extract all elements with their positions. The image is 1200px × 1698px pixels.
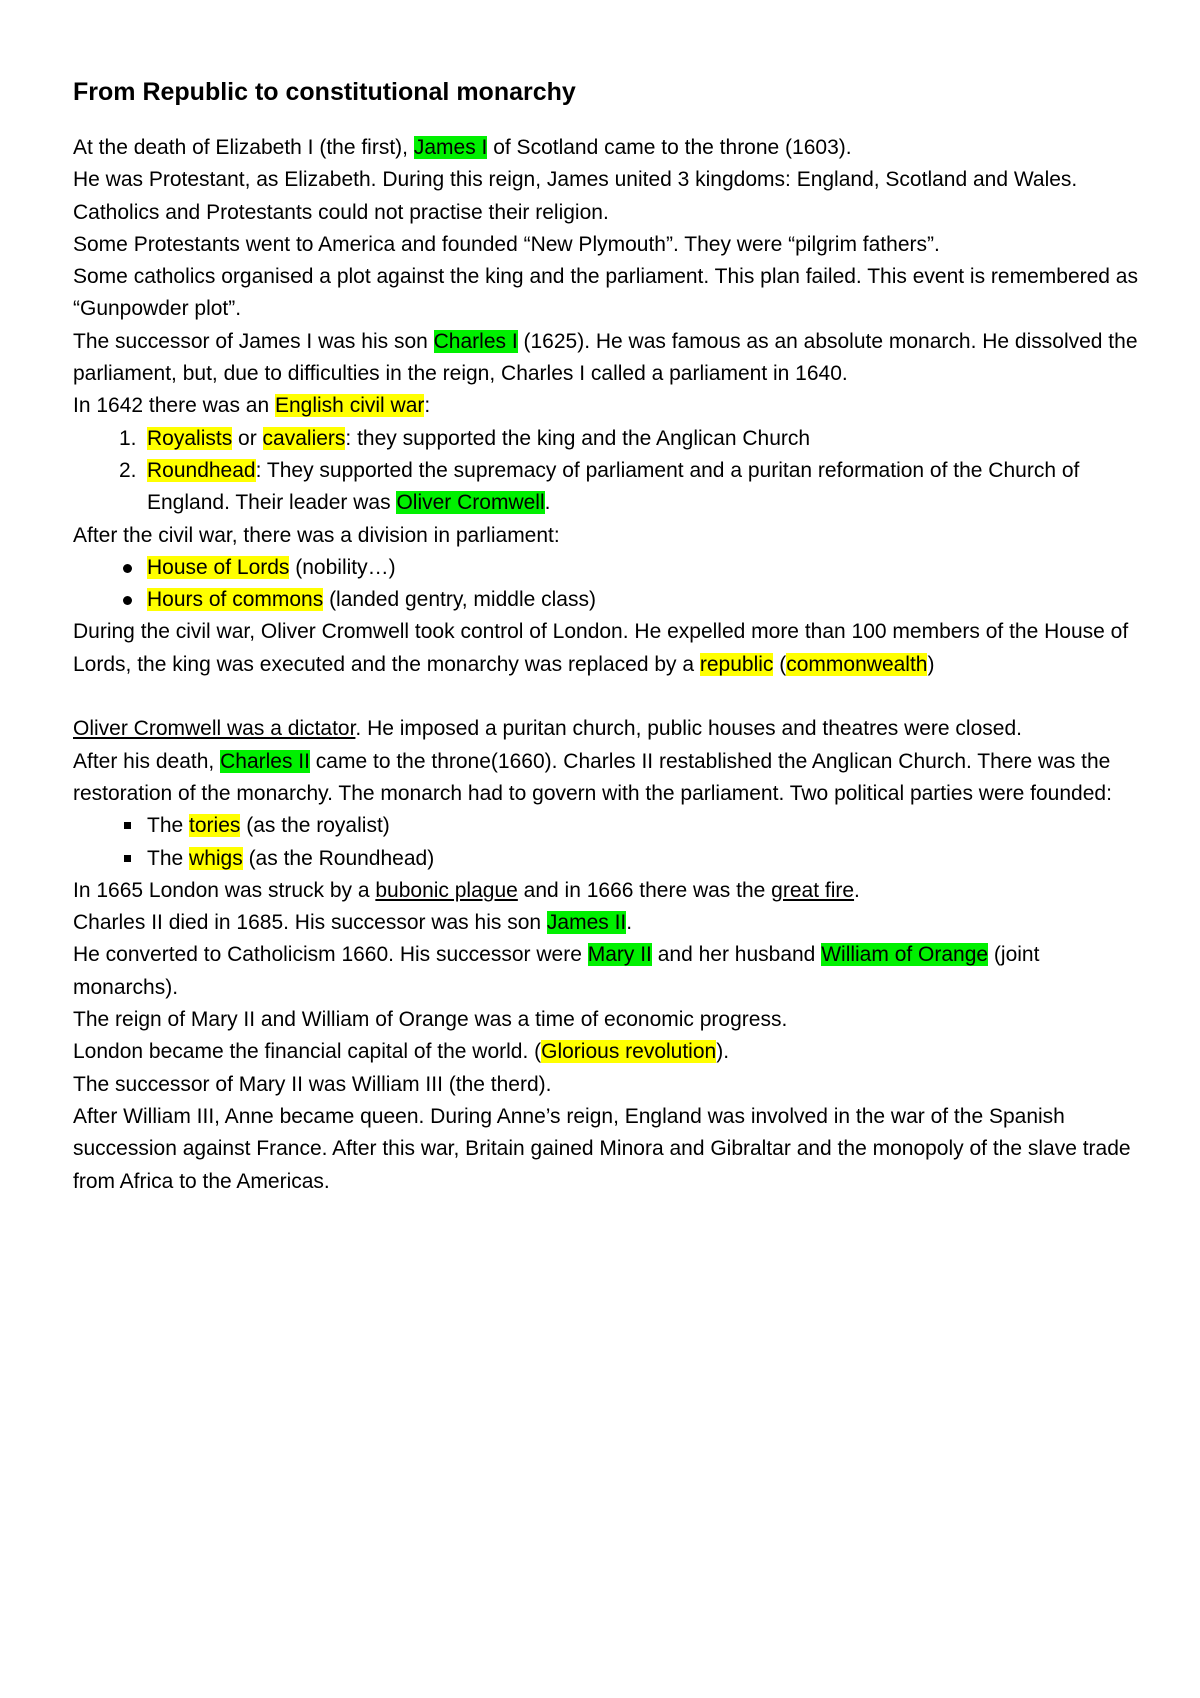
text: The [147, 814, 190, 838]
text: ). [716, 1040, 730, 1064]
numbered-list-item [73, 423, 1143, 455]
highlight-republic: republic [699, 652, 774, 676]
paragraph-division: After the civil war, there was a division in parliament: [73, 523, 560, 547]
paragraph-protestant: He was Protestant, as Elizabeth. During this reign, James united 3 kingdoms: England, Scotland and Wales. [73, 168, 1078, 192]
blank-line [73, 681, 1143, 713]
text: The [147, 846, 190, 870]
highlight-william-of-orange: William of Orange [821, 943, 989, 967]
text: : They supported the supremacy of parliament and a puritan reformation of the Church of England. Their leader was [147, 458, 1080, 515]
text: (1625). He was famous as an absolute monarch. He dissolved the parliament, but, due to difficulties in the reign, Charles I called a parliament in 1640. [73, 329, 1138, 386]
bullet-list-item [73, 584, 1143, 616]
highlight-james-ii: James II [546, 911, 627, 935]
highlight-oliver-cromwell: Oliver Cromwell [396, 491, 545, 515]
highlight-charles-i: Charles I [433, 329, 518, 353]
underlined-text: Oliver Cromwell was a dictator [73, 717, 356, 741]
paragraph-james-ii [73, 907, 1143, 939]
paragraph-anne: After William III, Anne became queen. During Anne’s reign, England was involved in the war of the Spanish succession against France. After this war, Britain gained Minora and Gibraltar and the monopoly of the slave trade from Africa to the Americas. [73, 1104, 1131, 1193]
highlight-english-civil-war: English civil war [274, 394, 425, 418]
paragraph-plague-fire [73, 875, 1143, 907]
text: and in 1666 there was the [517, 878, 772, 902]
paragraph-civil-war [73, 390, 1143, 422]
text: and her husband [651, 943, 822, 967]
highlight-charles-ii: Charles II [220, 749, 310, 773]
square-bullet-icon [124, 855, 131, 862]
highlight-roundhead: Roundhead [147, 458, 256, 482]
text: . He imposed a puritan church, public houses and theatres were closed. [355, 717, 1022, 741]
text: In 1665 London was struck by a [73, 878, 376, 902]
text: He converted to Catholicism 1660. His successor were [73, 943, 588, 967]
highlight-whigs: whigs [189, 846, 243, 870]
bullet-list-item [73, 552, 1143, 584]
highlight-glorious-revolution: Glorious revolution [541, 1040, 717, 1064]
highlight-commonwealth: commonwealth [786, 652, 928, 676]
text: of Scotland came to the throne (1603). [487, 136, 852, 159]
paragraph-charles-ii [73, 746, 1143, 811]
highlight-james-i: James I [413, 136, 488, 159]
paragraph-economic-progress: The reign of Mary II and William of Orange was a time of economic progress. [73, 1008, 788, 1032]
underlined-great-fire: great fire [771, 878, 855, 902]
text: ) [927, 652, 935, 676]
text: . [544, 491, 551, 515]
text: : [424, 394, 431, 418]
highlight-hours-of-commons: Hours of commons [147, 588, 324, 612]
paragraph-financial-capital [73, 1036, 1143, 1068]
text: (as the royalist) [240, 814, 390, 838]
paragraph-william-iii: The successor of Mary II was William III (the therd). [73, 1072, 552, 1096]
paragraph-gunpowder-plot: Some catholics organised a plot against the king and the parliament. This plan failed. This event is remembered as “Gunpowder plot”. [73, 265, 1138, 321]
text: came to the throne(1660). Charles II restablished the Anglican Church. There was the restoration of the monarchy. The monarch had to govern with the parliament. Two political parties were founded: [73, 749, 1112, 805]
text: or [232, 426, 263, 450]
text: ( [773, 652, 787, 676]
document-title: From Republic to constitutional monarchy [73, 78, 576, 106]
paragraph-charles-i [73, 326, 1143, 391]
document-page [73, 72, 1143, 1198]
paragraph-elizabeth [73, 132, 1143, 164]
text: (as the Roundhead) [242, 846, 435, 870]
text: : they supported the king and the Anglican Church [345, 426, 811, 450]
bullet-icon [123, 596, 132, 605]
text: (joint monarchs). [73, 943, 1040, 999]
text: During the civil war, Oliver Cromwell took control of London. He expelled more than 100 members of the House of Lords, the king was executed and the monarchy was replaced by a [73, 620, 1129, 676]
numbered-list-item [73, 455, 1143, 520]
highlight-house-of-lords: House of Lords [147, 555, 290, 579]
text: In 1642 there was an [73, 394, 275, 418]
bullet-icon [123, 564, 132, 573]
text: (landed gentry, middle class) [323, 588, 596, 612]
list-number: 2. [119, 458, 137, 482]
text: After his death, [73, 749, 221, 773]
paragraph-religion: Catholics and Protestants could not practise their religion. [73, 200, 609, 224]
text: . [854, 878, 860, 902]
text: The successor of James I was his son [73, 329, 434, 353]
highlight-cavaliers: cavaliers [262, 426, 346, 450]
paragraph-new-plymouth: Some Protestants went to America and founded “New Plymouth”. They were “pilgrim fathers”. [73, 232, 940, 256]
bullet-list-item [73, 843, 1143, 875]
paragraph-cromwell-control [73, 616, 1143, 681]
text: London became the financial capital of the world. ( [73, 1040, 542, 1064]
square-bullet-icon [124, 822, 131, 829]
highlight-royalists: Royalists [147, 426, 233, 450]
text: At the death of Elizabeth I (the first), [73, 136, 414, 159]
list-number: 1. [119, 426, 137, 450]
highlight-mary-ii: Mary II [587, 943, 652, 967]
text: Charles II died in 1685. His successor was his son [73, 911, 547, 935]
bullet-list-item [73, 810, 1143, 842]
paragraph-dictator [73, 713, 1143, 745]
text: (nobility…) [289, 555, 396, 579]
paragraph-mary-william [73, 939, 1143, 1004]
underlined-bubonic-plague: bubonic plague [375, 878, 518, 902]
highlight-tories: tories [189, 814, 241, 838]
text: . [626, 911, 633, 935]
